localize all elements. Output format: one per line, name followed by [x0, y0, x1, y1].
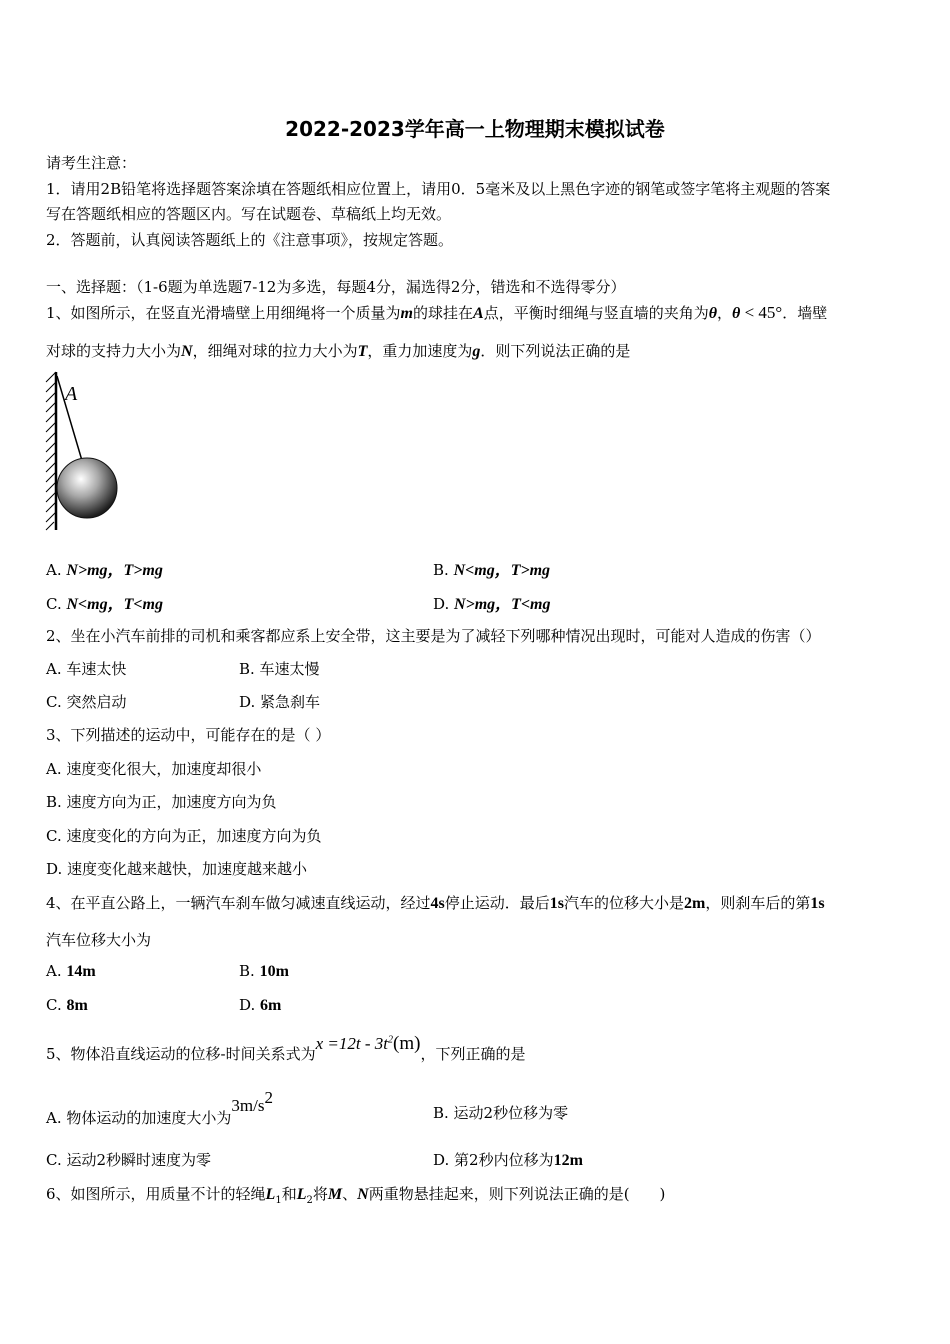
- q3-option-d: D. 速度变化越来越快，加速度越来越小: [46, 860, 308, 878]
- q3-option-c: C. 速度变化的方向为正，加速度方向为负: [46, 827, 322, 845]
- q5-option-d: D. 第2秒内位移为12m: [433, 1151, 583, 1169]
- q2-stem: 2、坐在小汽车前排的司机和乘客都应系上安全带，这主要是为了减轻下列哪种情况出现时，可能对人造成的伤害（）: [46, 627, 821, 645]
- q6-stem: 6、如图所示，用质量不计的轻绳$L_1$和$L_2$将M、N两重物悬挂起来，则下列说法正确的是( ): [46, 1185, 666, 1206]
- q1-option-c: C. N<mg，T<mg: [46, 595, 163, 613]
- q5-option-a: A. 物体运动的加速度大小为$3m/s^2$: [46, 1088, 273, 1127]
- q1-stem-line2: 对球的支持力大小为N，细绳对球的拉力大小为T，重力加速度为g．则下列说法正确的是: [46, 342, 631, 360]
- page-title: 2022-2023学年高一上物理期末模拟试卷: [285, 117, 665, 141]
- q4-stem-line1: 4、在平直公路上，一辆汽车刹车做匀减速直线运动，经过4s停止运动．最后1s汽车的位移大小是2m，则刹车后的第1s: [46, 894, 825, 912]
- q4-option-d: D. 6m: [239, 996, 282, 1014]
- q1-option-d: D. N>mg，T<mg: [433, 595, 551, 613]
- wall-hatching: [46, 372, 56, 530]
- q5-formula: $x =12t - 3t^2(m)$: [315, 1033, 421, 1054]
- notice-item-1: 1．请用2B铅笔将选择题答案涂填在答题纸相应位置上，请用0．5毫米及以上黑色字迹的钢笔或签字笔将主观题的答案: [46, 180, 831, 198]
- ball: [57, 458, 117, 518]
- notice-heading: 请考生注意：: [46, 154, 137, 172]
- q3-option-a: A. 速度变化很大，加速度却很小: [46, 760, 262, 778]
- q3-option-b: B. 速度方向为正，加速度方向为负: [46, 793, 277, 811]
- section-heading: 一、选择题：（1-6题为单选题7-12为多选，每题4分，漏选得2分，错选和不选得零分）: [46, 278, 626, 296]
- q1-option-a: A. N>mg，T>mg: [46, 561, 163, 579]
- q5-option-c: C. 运动2秒瞬时速度为零: [46, 1151, 212, 1169]
- q3-stem: 3、下列描述的运动中，可能存在的是（ ）: [46, 726, 331, 744]
- q1-wall-ball-figure: [40, 368, 130, 538]
- notice-item-2: 2．答题前，认真阅读答题纸上的《注意事项》，按规定答题。: [46, 231, 454, 249]
- q1-stem-line1: 1、如图所示，在竖直光滑墙壁上用细绳将一个质量为m的球挂在A点，平衡时细绳与竖直墙的夹角为θ，θ < 45°．墙壁: [46, 303, 828, 322]
- notice-item-1-cont: 写在答题纸相应的答题区内。写在试题卷、草稿纸上均无效。: [46, 205, 452, 223]
- q5-option-b: B. 运动2秒位移为零: [433, 1104, 569, 1122]
- q5-stem: 5、物体沿直线运动的位移-时间关系式为$x =12t - 3t^2(m)$，下列正确的是: [46, 1033, 526, 1063]
- q2-option-c: C. 突然启动: [46, 693, 127, 711]
- q4-option-b: B. 10m: [239, 962, 289, 980]
- q4-stem-line2: 汽车位移大小为: [46, 931, 152, 949]
- q4-option-a: A. 14m: [46, 962, 96, 980]
- q1-option-b: B. N<mg，T>mg: [433, 561, 551, 579]
- q4-option-c: C. 8m: [46, 996, 88, 1014]
- q2-option-a: A. 车速太快: [46, 660, 127, 678]
- q2-option-d: D. 紧急刹车: [239, 693, 321, 711]
- point-a-label: A: [65, 383, 78, 405]
- q2-option-b: B. 车速太慢: [239, 660, 320, 678]
